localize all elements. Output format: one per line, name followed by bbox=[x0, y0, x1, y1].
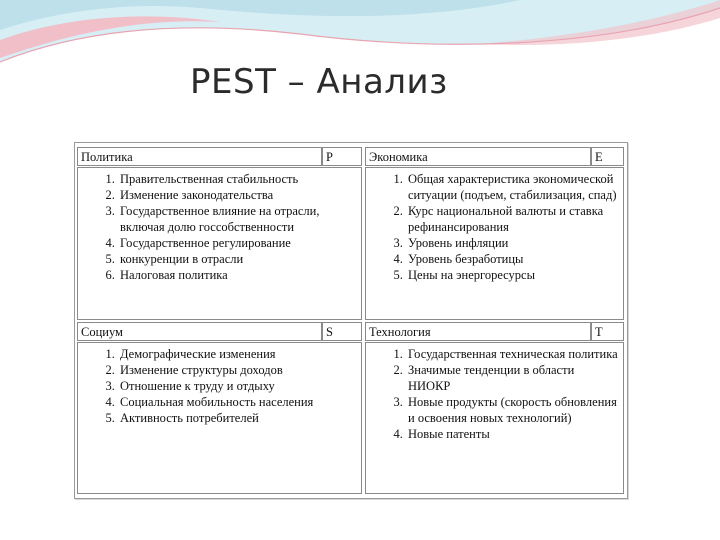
quadrant-letter: P bbox=[326, 150, 333, 164]
quadrant-body-politics bbox=[77, 167, 362, 320]
quadrant-name: Экономика bbox=[369, 150, 428, 164]
list-item: 5. Активность потребителей bbox=[118, 410, 357, 426]
list-item: 3. Государственное влияние на отрасли, включая долю госсобственности bbox=[118, 203, 357, 235]
list-item: 2. Изменение структуры доходов bbox=[118, 362, 357, 378]
quadrant-header-society bbox=[77, 322, 322, 341]
quadrant-letter: T bbox=[595, 325, 603, 339]
list-item: 4. Государственное регулирование bbox=[118, 235, 357, 251]
factor-list-economy bbox=[366, 168, 623, 283]
quadrant-body-economy bbox=[365, 167, 624, 320]
list-item: 2. Курс национальной валюты и ставка рефинансирования bbox=[406, 203, 619, 235]
list-item: 1. Демографические изменения bbox=[118, 346, 357, 362]
slide-title: PEST – Анализ bbox=[190, 62, 448, 102]
quadrant-body-technology bbox=[365, 342, 624, 494]
pest-table bbox=[74, 142, 628, 499]
list-item: 4. Уровень безработицы bbox=[406, 251, 619, 267]
list-item: 2. Изменение законодательства bbox=[118, 187, 357, 203]
quadrant-letter-s bbox=[322, 322, 362, 341]
quadrant-name: Социум bbox=[81, 325, 123, 339]
quadrant-letter-t bbox=[591, 322, 624, 341]
list-item: 1. Правительственная стабильность bbox=[118, 171, 357, 187]
quadrant-letter-p bbox=[322, 147, 362, 166]
quadrant-header-politics bbox=[77, 147, 322, 166]
quadrant-name: Технология bbox=[369, 325, 431, 339]
list-item: 6. Налоговая политика bbox=[118, 267, 357, 283]
quadrant-letter: S bbox=[326, 325, 333, 339]
list-item: 3. Отношение к труду и отдыху bbox=[118, 378, 357, 394]
list-item: 4. Социальная мобильность населения bbox=[118, 394, 357, 410]
quadrant-body-society bbox=[77, 342, 362, 494]
quadrant-letter: E bbox=[595, 150, 603, 164]
list-item: 2. Значимые тенденции в области НИОКР bbox=[406, 362, 619, 394]
list-item: 3. Новые продукты (скорость обновления и освоения новых технологий) bbox=[406, 394, 619, 426]
factor-list-politics bbox=[78, 168, 361, 283]
quadrant-header-technology bbox=[365, 322, 591, 341]
list-item: 3. Уровень инфляции bbox=[406, 235, 619, 251]
quadrant-header-economy bbox=[365, 147, 591, 166]
list-item: 5. Цены на энергоресурсы bbox=[406, 267, 619, 283]
factor-list-society bbox=[78, 343, 361, 426]
list-item: 5. конкуренции в отрасли bbox=[118, 251, 357, 267]
list-item: 4. Новые патенты bbox=[406, 426, 619, 442]
quadrant-name: Политика bbox=[81, 150, 133, 164]
list-item: 1. Государственная техническая политика bbox=[406, 346, 619, 362]
quadrant-letter-e bbox=[591, 147, 624, 166]
factor-list-technology bbox=[366, 343, 623, 442]
list-item: 1. Общая характеристика экономической ситуации (подъем, стабилизация, спад) bbox=[406, 171, 619, 203]
